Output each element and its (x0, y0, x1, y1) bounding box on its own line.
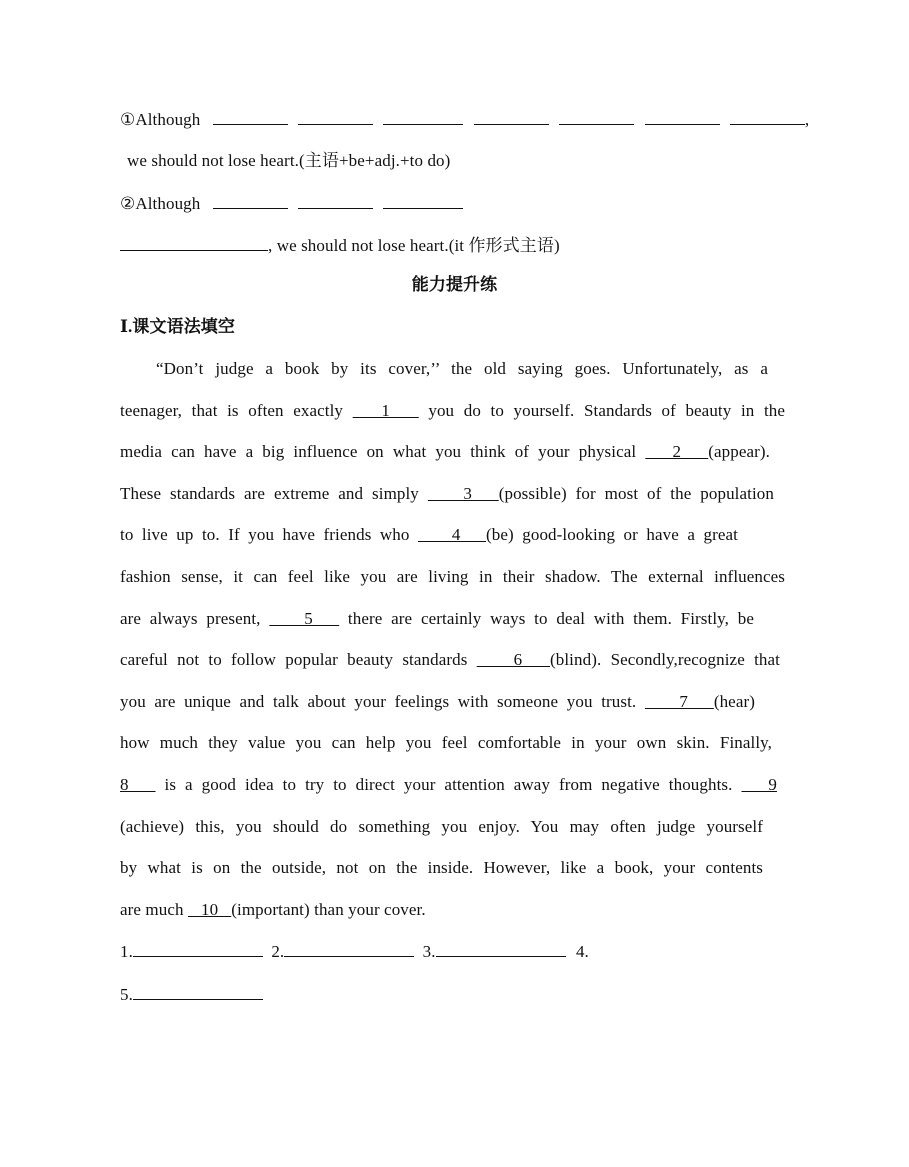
blank (645, 108, 720, 125)
sentence-2-line (120, 192, 463, 215)
passage-text: to live up to. If you have friends who (120, 525, 410, 544)
blank (213, 192, 288, 209)
blank (559, 108, 634, 125)
passage-text: are always present, (120, 609, 261, 628)
passage-text: is a good idea to try to direct your attention away from negative thoughts. (164, 775, 733, 794)
part-title: Ⅰ.课文语法填空 (120, 317, 236, 336)
answer-label-5: 5. (120, 985, 133, 1004)
passage-text: (blind). Secondly,recognize that (550, 650, 780, 669)
passage-text: (appear). (708, 442, 770, 461)
answer-row-2 (120, 983, 263, 1006)
blank-5: 5 (269, 609, 340, 628)
blank (298, 108, 373, 125)
blank (213, 108, 288, 125)
passage-line-14 (120, 899, 426, 921)
passage-line-6: fashion sense, it can feel like you are living in their shadow. The external influences (120, 567, 785, 586)
answer-label-2: 2. (271, 942, 285, 961)
answer-blank-1[interactable] (133, 940, 263, 957)
sentence-1-cont: we should not lose heart.(主语+be+adj.+to do) (127, 151, 451, 170)
blank-2: 2 (645, 442, 709, 461)
passage-text: These standards are extreme and simply (120, 484, 419, 503)
passage-text: (hear) (713, 692, 755, 711)
passage-line-10: how much they value you can help you feel comfortable in your own skin. Finally, (120, 733, 772, 752)
answer-row-1 (120, 940, 589, 963)
answer-label-3: 3. (422, 942, 436, 961)
sentence-1-lead: ①Although (120, 110, 201, 129)
blank-6: 6 (476, 650, 550, 669)
blank (474, 108, 549, 125)
section-title: 能力提升练 (411, 275, 498, 294)
blank (298, 192, 373, 209)
passage-text: (be) good-looking or have a great (486, 525, 738, 544)
passage-line-8 (120, 649, 780, 671)
blank-8: 8 (120, 775, 156, 794)
blank-1: 1 (352, 401, 419, 420)
passage-line-4 (120, 483, 774, 505)
sentence-1-comma: , (804, 110, 810, 129)
passage-line-5 (120, 524, 738, 546)
blank-7: 7 (644, 692, 714, 711)
blank (120, 234, 268, 251)
passage-line-2 (120, 400, 785, 422)
passage-line-9 (120, 691, 755, 713)
sentence-2-lead: ②Although (120, 194, 201, 213)
blank (730, 108, 805, 125)
passage-line-3 (120, 441, 770, 463)
sentence-2-cont-line (120, 234, 560, 257)
blank-9: 9 (741, 775, 777, 794)
passage-line-1: “Don’t judge a book by its cover,’’ the old saying goes. Unfortunately, as a (156, 359, 768, 378)
answer-blank-3[interactable] (436, 940, 566, 957)
answer-label-4: 4. (575, 942, 589, 961)
blank-10: 10 (187, 900, 232, 919)
passage-text: teenager, that is often exactly (120, 401, 344, 420)
answer-blank-2[interactable] (284, 940, 414, 957)
passage-text: careful not to follow popular beauty standards (120, 650, 468, 669)
blank (383, 108, 463, 125)
blank-4: 4 (417, 525, 486, 544)
passage-text: media can have a big influence on what you think of your physical (120, 442, 637, 461)
blank-3: 3 (427, 484, 499, 503)
passage-line-11 (120, 774, 777, 796)
passage-line-12: (achieve) this, you should do something you enjoy. You may often judge yourself (120, 817, 763, 836)
passage-line-7 (120, 608, 754, 630)
blank (383, 192, 463, 209)
passage-line-13: by what is on the outside, not on the inside. However, like a book, your contents (120, 858, 763, 877)
passage-text: you are unique and talk about your feelings with someone you trust. (120, 692, 637, 711)
sentence-2-cont: , we should not lose heart.(it 作形式主语) (268, 236, 560, 255)
sentence-1-line (120, 108, 809, 131)
passage-text: you do to yourself. Standards of beauty in the (428, 401, 786, 420)
answer-label-1: 1. (120, 942, 133, 961)
passage-text: there are certainly ways to deal with them. Firstly, be (347, 609, 755, 628)
passage-text: (important) than your cover. (231, 900, 426, 919)
answer-blank-5[interactable] (133, 983, 263, 1000)
passage-text: (possible) for most of the population (498, 484, 774, 503)
passage-text: are much (120, 900, 184, 919)
